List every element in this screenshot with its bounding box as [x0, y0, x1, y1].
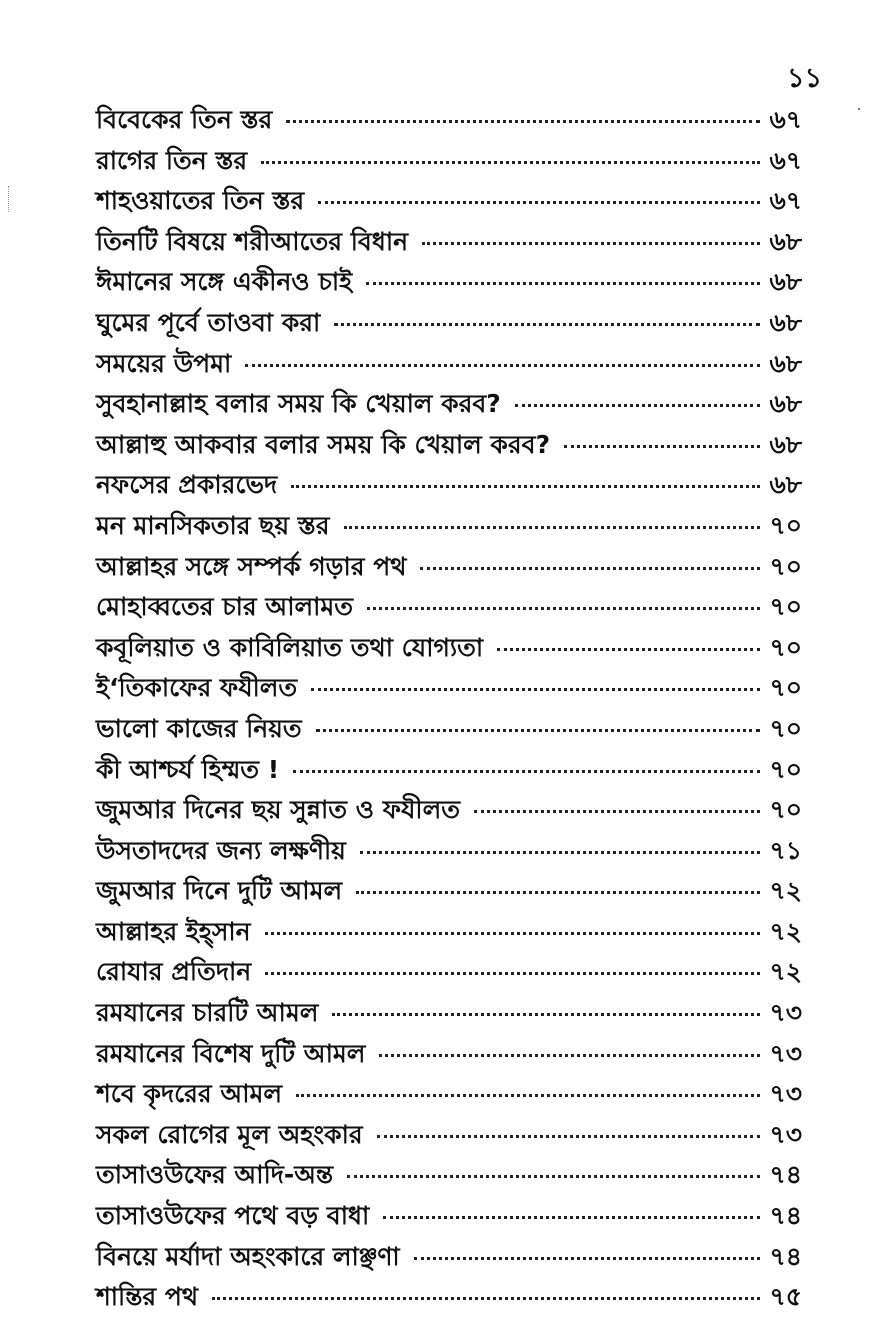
scan-artifact	[8, 186, 10, 212]
toc-entry[interactable]	[96, 668, 802, 709]
dot-leader	[212, 1297, 760, 1300]
toc-entry-page: ৬৭	[769, 186, 802, 216]
toc-entry[interactable]	[96, 871, 802, 912]
toc-entry-page: ৭২	[769, 876, 802, 906]
toc-entry[interactable]	[96, 222, 802, 263]
toc-entry[interactable]	[96, 303, 802, 344]
toc-entry-title: কী আশ্চর্য হিম্মত !	[96, 754, 280, 784]
toc-entry-title: আল্লাহর ইহ্সান	[96, 916, 251, 946]
toc-entry-title: বিনয়ে মর্যাদা অহংকারে লাঞ্ছণা	[96, 1241, 400, 1271]
toc-entry-title: তিনটি বিষয়ে শরীআতের বিধান	[96, 226, 409, 256]
dot-leader	[347, 1175, 760, 1178]
toc-entry[interactable]	[96, 1277, 802, 1318]
toc-entry[interactable]	[96, 993, 802, 1034]
dot-leader	[497, 648, 760, 651]
toc-entry-title: নফসের প্রকারভেদ	[96, 470, 278, 500]
dot-leader	[564, 445, 760, 448]
toc-entry[interactable]	[96, 709, 802, 750]
dot-leader	[414, 1257, 760, 1260]
toc-entry-page: ৭১	[769, 835, 802, 865]
toc-entry-page: ৭০	[769, 713, 802, 743]
dot-leader	[422, 242, 760, 245]
toc-entry-page: ৭২	[769, 957, 802, 987]
toc-entry-page: ৭০	[769, 673, 802, 703]
toc-entry-page: ৭৫	[769, 1282, 802, 1312]
toc-entry-title: বিবেকের তিন স্তর	[96, 105, 273, 134]
dot-leader	[366, 282, 760, 285]
toc-entry-title: ঈমানের সঙ্গে একীনও চাই	[96, 267, 353, 297]
toc-entry-title: সময়ের উপমা	[96, 348, 232, 378]
dot-leader	[291, 485, 760, 488]
toc-entry-page: ৭৪	[769, 1160, 802, 1190]
toc-entry-title: জুমআর দিনে দুটি আমল	[96, 876, 343, 906]
toc-entry[interactable]	[96, 628, 802, 669]
toc-entry-title: রাগের তিন স্তর	[96, 145, 248, 175]
toc-entry-page: ৭০	[769, 510, 802, 540]
toc-entry[interactable]	[96, 912, 802, 953]
toc-entry-page: ৬৮	[769, 226, 802, 256]
toc-entry-page: ৭০	[769, 632, 802, 662]
toc-entry[interactable]	[96, 1074, 802, 1115]
toc-entry-page: ৬৭	[769, 105, 802, 134]
toc-entry-title: শবে কৃদরের আমল	[96, 1079, 283, 1109]
toc-entry-page: ৭০	[769, 754, 802, 784]
toc-entry-page: ৭৩	[769, 1079, 802, 1109]
toc-entry[interactable]	[96, 1237, 802, 1278]
toc-entry-title: উসতাদদের জন্য লক্ষণীয়	[96, 835, 346, 865]
dot-leader	[334, 323, 760, 326]
toc-entry-title: শাহওয়াতের তিন স্তর	[96, 186, 305, 216]
toc-entry[interactable]	[96, 262, 802, 303]
toc-entry[interactable]	[96, 750, 802, 791]
toc-entry-page: ৭০	[769, 592, 802, 622]
toc-entry-page: ৬৭	[769, 145, 802, 175]
toc-entry-page: ৭২	[769, 916, 802, 946]
dot-leader	[261, 161, 760, 164]
toc-entry-page: ৭৩	[769, 1119, 802, 1149]
toc-entry-title: আল্লাহর সঙ্গে সম্পর্ক গড়ার পথ	[96, 551, 407, 581]
toc-entry[interactable]	[96, 100, 802, 141]
toc-entry-title: তাসাওউফের আদি-অন্ত	[96, 1160, 334, 1190]
toc-entry-title: রমযানের বিশেষ দুটি আমল	[96, 1038, 366, 1068]
dot-leader	[377, 1135, 760, 1138]
toc-entry-page: ৭৪	[769, 1241, 802, 1271]
toc-entry[interactable]	[96, 384, 802, 425]
toc-entry[interactable]	[96, 952, 802, 993]
dot-leader	[296, 1094, 760, 1097]
toc-entry[interactable]	[96, 831, 802, 872]
toc-entry[interactable]	[96, 1196, 802, 1237]
dot-leader	[293, 770, 760, 773]
toc-entry-page: ৬৮	[769, 429, 802, 459]
table-of-contents	[96, 100, 802, 1318]
page-number: ১১	[786, 63, 822, 94]
dot-leader	[318, 201, 760, 204]
toc-entry-title: সুবহানাল্লাহ বলার সময় কি খেয়াল করব?	[96, 389, 501, 419]
dot-leader	[311, 688, 760, 691]
toc-entry-title: শান্তির পথ	[96, 1282, 199, 1312]
dot-leader	[265, 932, 760, 935]
dot-leader	[474, 810, 760, 813]
toc-entry-page: ৬৮	[769, 267, 802, 297]
toc-entry[interactable]	[96, 1115, 802, 1156]
toc-entry-page: ৭০	[769, 551, 802, 581]
dot-leader	[356, 891, 760, 894]
toc-entry-title: আল্লাহু আকবার বলার সময় কি খেয়াল করব?	[96, 429, 551, 459]
toc-entry-title: মন মানসিকতার ছয় স্তর	[96, 510, 330, 540]
toc-entry-title: মোহাব্বতের চার আলামত	[96, 592, 354, 622]
toc-entry-title: ঘুমের পূর্বে তাওবা করা	[96, 307, 321, 337]
toc-entry-title: কবূলিয়াত ও কাবিলিয়াত তথা যোগ্যতা	[96, 632, 484, 662]
dot-leader	[265, 972, 760, 975]
toc-entry-title: ই‘তিকাফের ফযীলত	[96, 673, 298, 703]
toc-entry-title: ভালো কাজের নিয়ত	[96, 713, 302, 743]
toc-entry[interactable]	[96, 790, 802, 831]
toc-entry-page: ৭০	[769, 795, 802, 825]
toc-entry[interactable]	[96, 425, 802, 466]
dot-leader	[515, 404, 760, 407]
scan-artifact-dot	[858, 108, 860, 110]
dot-leader	[332, 1013, 760, 1016]
toc-entry-title: জুমআর দিনের ছয় সুন্নাত ও ফযীলত	[96, 795, 460, 825]
dot-leader	[286, 120, 760, 123]
toc-entry-page: ৬৮	[769, 389, 802, 419]
toc-entry-page: ৭৩	[769, 1038, 802, 1068]
dot-leader	[367, 607, 760, 610]
toc-entry-page: ৬৮	[769, 470, 802, 500]
toc-entry-title: তাসাওউফের পথে বড় বাধা	[96, 1201, 370, 1231]
toc-entry[interactable]	[96, 1155, 802, 1196]
dot-leader	[344, 526, 761, 529]
toc-entry[interactable]	[96, 141, 802, 182]
toc-entry-title: সকল রোগের মূল অহংকার	[96, 1119, 363, 1149]
toc-entry[interactable]	[96, 587, 802, 628]
dot-leader	[245, 364, 760, 367]
toc-entry[interactable]	[96, 344, 802, 385]
toc-entry-title: রমযানের চারটি আমল	[96, 998, 319, 1028]
toc-entry-page: ৬৮	[769, 348, 802, 378]
toc-entry[interactable]	[96, 506, 802, 547]
dot-leader	[360, 851, 760, 854]
toc-entry-page: ৬৮	[769, 307, 802, 337]
toc-entry-title: রোযার প্রতিদান	[96, 957, 252, 987]
toc-entry[interactable]	[96, 465, 802, 506]
dot-leader	[420, 567, 760, 570]
toc-entry-page: ৭৪	[769, 1201, 802, 1231]
dot-leader	[316, 729, 760, 732]
dot-leader	[383, 1216, 760, 1219]
toc-entry[interactable]	[96, 547, 802, 588]
dot-leader	[379, 1054, 760, 1057]
toc-entry[interactable]	[96, 1034, 802, 1075]
toc-entry[interactable]	[96, 181, 802, 222]
toc-entry-page: ৭৩	[769, 998, 802, 1028]
